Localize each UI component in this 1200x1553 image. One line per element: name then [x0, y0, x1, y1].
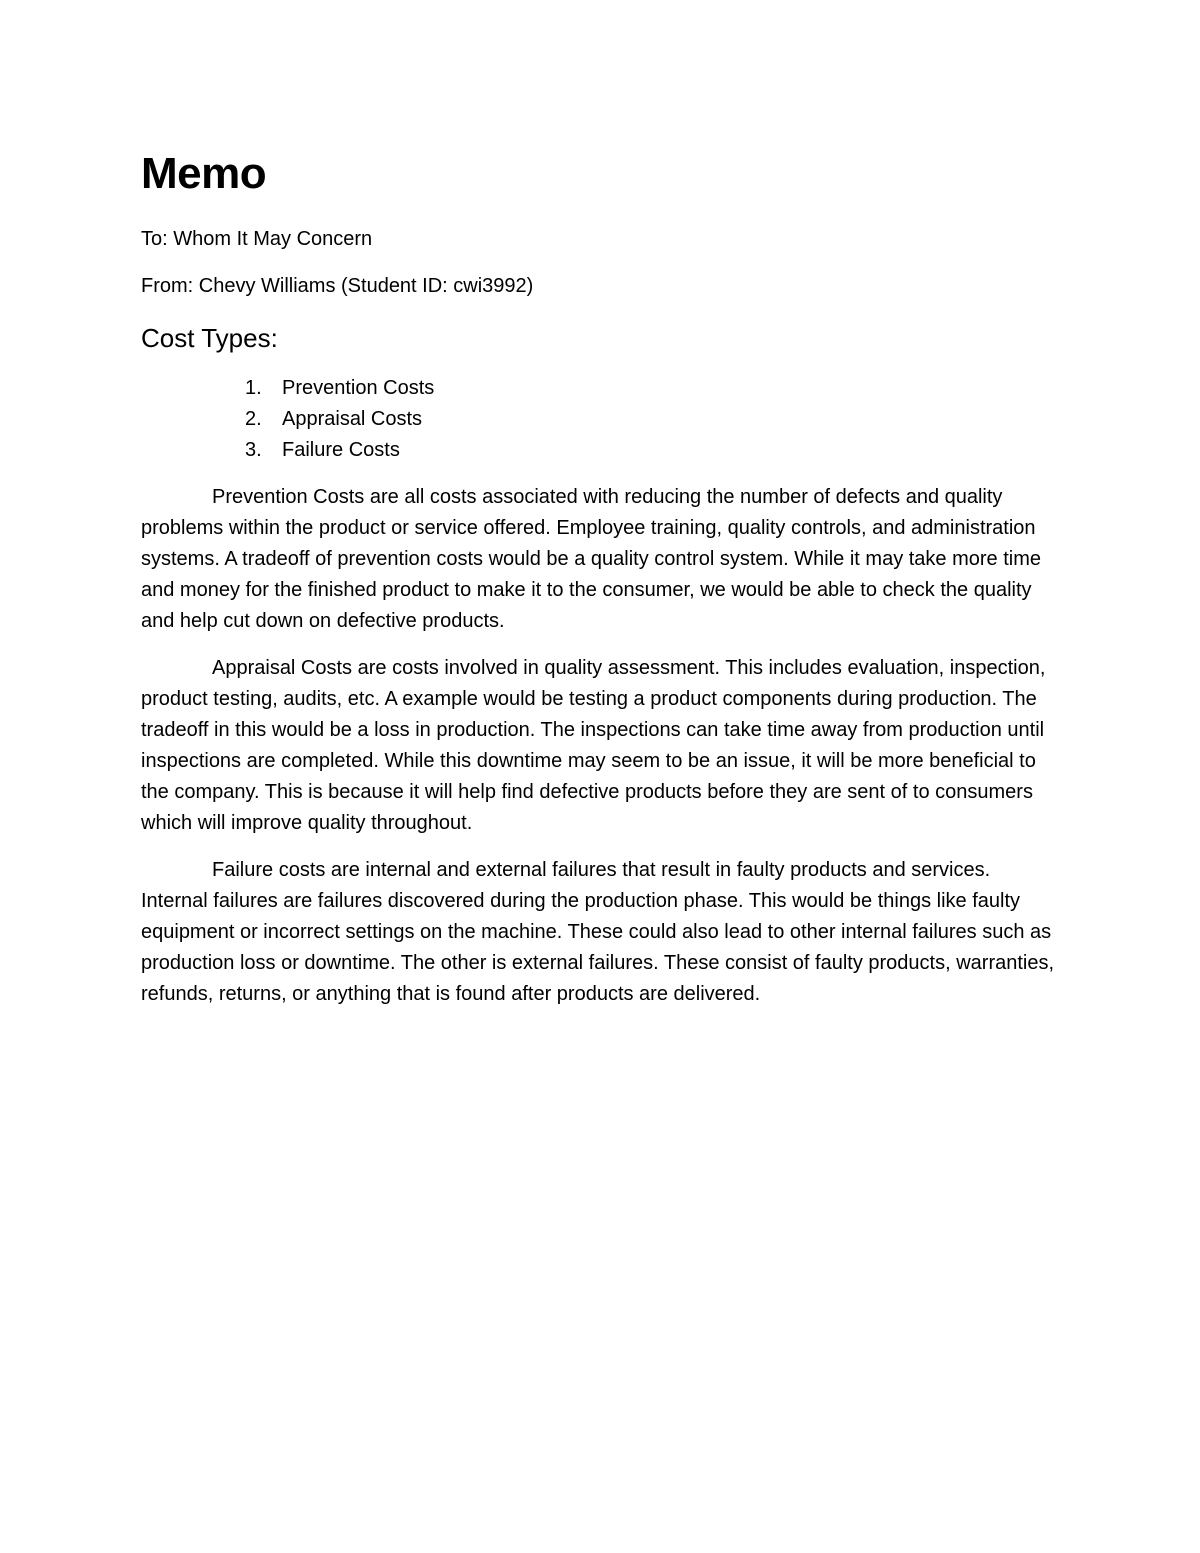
list-item-number: 2. — [245, 408, 262, 430]
memo-title: Memo — [141, 149, 267, 198]
list-item-label: Prevention Costs — [282, 377, 435, 399]
list-item-label: Failure Costs — [282, 439, 400, 461]
prevention-costs-paragraph: Prevention Costs are all costs associated with reducing the number of defects and quality problems within the product or service offered. Employee training, quality controls, and administration systems. A tradeoff of prevention costs would be a quality control system. While it may take more time and money for the finished product to make it to the consumer, we would be able to check the quality and help cut down on defective products. — [141, 486, 1042, 632]
list-item-number: 1. — [245, 377, 262, 399]
from-line: From: Chevy Williams (Student ID: cwi3992) — [141, 275, 534, 297]
failure-costs-paragraph: Failure costs are internal and external failures that result in faulty products and services. Internal failures are failures discovered during the production phase. This would be things like faulty equipment or incorrect settings on the machine. These could also lead to other internal failures such as production loss or downtime. The other is external failures. These consist of faulty products, warranties, refunds, returns, or anything that is found after products are delivered. — [141, 859, 1055, 1005]
list-item-label: Appraisal Costs — [282, 408, 423, 430]
to-line: To: Whom It May Concern — [141, 228, 373, 250]
appraisal-costs-paragraph: Appraisal Costs are costs involved in quality assessment. This includes evaluation, inspection, product testing, audits, etc. A example would be testing a product components during production. The tradeoff in this would be a loss in production. The inspections can take time away from production until inspections are completed. While this downtime may seem to be an issue, it will be more beneficial to the company. This is because it will help find defective products before they are sent of to consumers which will improve quality throughout. — [141, 657, 1046, 834]
list-item-number: 3. — [245, 439, 262, 461]
cost-types-heading: Cost Types: — [141, 323, 278, 353]
